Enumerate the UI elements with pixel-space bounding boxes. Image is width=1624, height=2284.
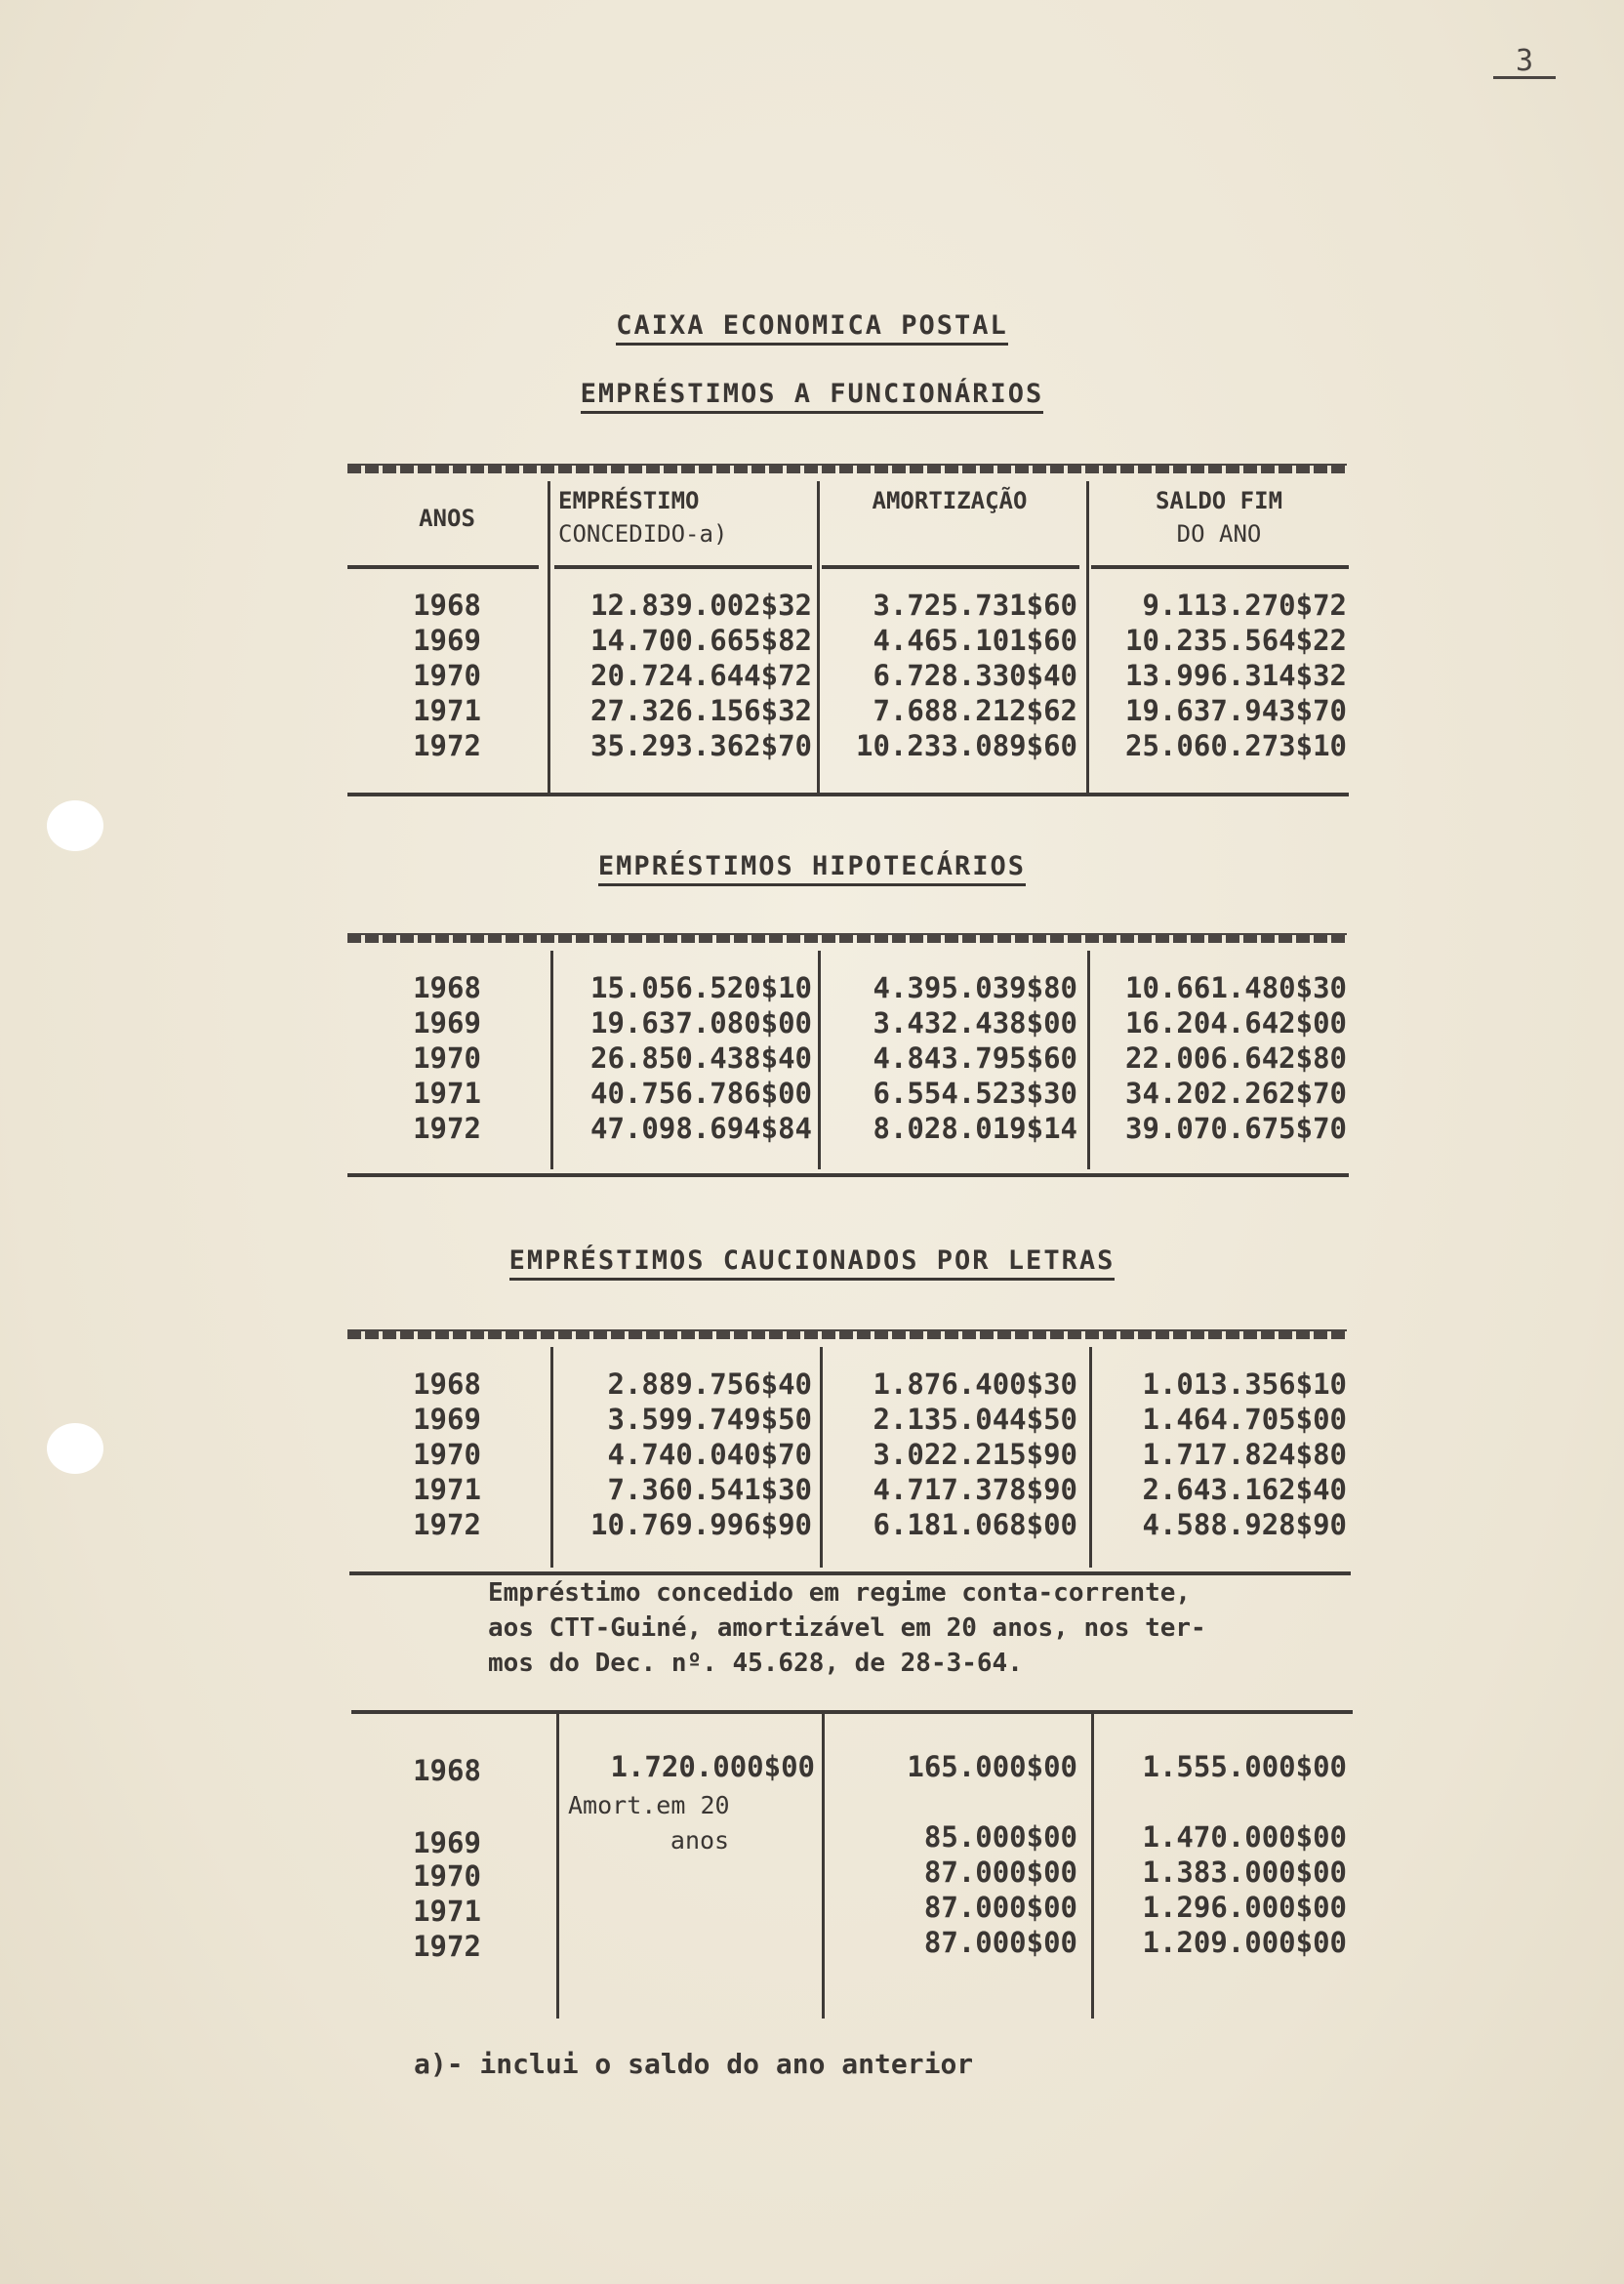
document-title: CAIXA ECONOMICA POSTAL [0, 310, 1624, 341]
column-divider [1087, 951, 1090, 1169]
column-divider [550, 951, 553, 1169]
table-cell-amortizacao: 4.717.378$90 [873, 1473, 1077, 1506]
table-cell-saldo: 1.383.000$00 [1142, 1856, 1347, 1889]
table-cell-saldo: 22.006.642$80 [1125, 1041, 1347, 1075]
table-cell-saldo: 1.296.000$00 [1142, 1891, 1347, 1924]
column-divider [556, 1714, 559, 2019]
header-do-ano: DO ANO [1176, 520, 1262, 548]
table-cell-emprestimo: 14.700.665$82 [590, 624, 812, 657]
table-cell-emprestimo: 12.839.002$32 [590, 589, 812, 622]
table-cell-amortizacao: 4.843.795$60 [873, 1041, 1077, 1075]
note-line: Empréstimo concedido em regime conta-corrente, [488, 1578, 1192, 1608]
table-cell-emprestimo: 35.293.362$70 [590, 729, 812, 762]
table-cell-saldo: 1.464.705$00 [1142, 1403, 1347, 1436]
table-cell-amortizacao: 8.028.019$14 [873, 1112, 1077, 1145]
table-cell-emprestimo: 20.724.644$72 [590, 659, 812, 692]
table-cell-year: 1971 [413, 1473, 481, 1506]
header-emprestimo: EMPRÉSTIMO [558, 487, 700, 514]
dashed-rule [347, 933, 1347, 943]
table-cell-amortizacao: 3.725.731$60 [873, 589, 1077, 622]
column-divider [550, 1347, 553, 1568]
table-top-rule [351, 1710, 1353, 1714]
table-cell-year: 1968 [413, 1754, 481, 1787]
table-cell-emprestimo: 4.740.040$70 [607, 1438, 812, 1471]
header-rule [822, 565, 1079, 569]
table-cell-emprestimo: 7.360.541$30 [607, 1473, 812, 1506]
table-cell-amortizacao: 165.000$00 [907, 1750, 1077, 1783]
table-cell-year: 1969 [413, 1006, 481, 1040]
table-cell-amortizacao: 3.022.215$90 [873, 1438, 1077, 1471]
amortization-note: anos [670, 1826, 730, 1855]
table-cell-amortizacao: 85.000$00 [923, 1820, 1077, 1854]
table-cell-amortizacao: 3.432.438$00 [873, 1006, 1077, 1040]
table-cell-saldo: 16.204.642$00 [1125, 1006, 1347, 1040]
table-cell-saldo: 4.588.928$90 [1142, 1508, 1347, 1541]
table-cell-year: 1972 [413, 1508, 481, 1541]
table-cell-year: 1971 [413, 1077, 481, 1110]
header-anos: ANOS [419, 505, 475, 532]
table-cell-year: 1970 [413, 659, 481, 692]
table-cell-amortizacao: 87.000$00 [923, 1891, 1077, 1924]
table-cell-saldo: 25.060.273$10 [1125, 729, 1347, 762]
table-cell-amortizacao: 2.135.044$50 [873, 1403, 1077, 1436]
amortization-note: Amort.em 20 [568, 1791, 730, 1819]
table-cell-saldo: 9.113.270$72 [1142, 589, 1347, 622]
header-amortizacao: AMORTIZAÇÃO [872, 487, 1028, 514]
dashed-rule [347, 464, 1347, 473]
table-cell-amortizacao: 4.395.039$80 [873, 971, 1077, 1004]
table-cell-saldo: 13.996.314$32 [1125, 659, 1347, 692]
table-cell-year: 1969 [413, 624, 481, 657]
table-cell-year: 1972 [413, 729, 481, 762]
section-title-hipotecarios: EMPRÉSTIMOS HIPOTECÁRIOS [0, 851, 1624, 881]
table-cell-amortizacao: 7.688.212$62 [873, 694, 1077, 727]
table-cell-emprestimo: 15.056.520$10 [590, 971, 812, 1004]
table-cell-saldo: 10.235.564$22 [1125, 624, 1347, 657]
table-cell-amortizacao: 87.000$00 [923, 1926, 1077, 1959]
punch-hole [47, 800, 103, 851]
table-cell-year: 1972 [413, 1930, 481, 1963]
table-cell-emprestimo: 40.756.786$00 [590, 1077, 812, 1110]
table-cell-year: 1970 [413, 1859, 481, 1893]
dashed-rule [347, 1329, 1347, 1339]
table-cell-amortizacao: 4.465.101$60 [873, 624, 1077, 657]
table-cell-year: 1972 [413, 1112, 481, 1145]
table-cell-saldo: 2.643.162$40 [1142, 1473, 1347, 1506]
table-cell-emprestimo: 26.850.438$40 [590, 1041, 812, 1075]
note-line: aos CTT-Guiné, amortizável em 20 anos, nos ter- [488, 1613, 1206, 1643]
table-bottom-rule [347, 1173, 1349, 1177]
table-cell-year: 1968 [413, 589, 481, 622]
table-cell-year: 1971 [413, 694, 481, 727]
table-cell-amortizacao: 6.181.068$00 [873, 1508, 1077, 1541]
table-cell-amortizacao: 1.876.400$30 [873, 1367, 1077, 1401]
table-cell-saldo: 1.013.356$10 [1142, 1367, 1347, 1401]
table-cell-saldo: 1.555.000$00 [1142, 1750, 1347, 1783]
header-rule [347, 565, 539, 569]
header-rule [1091, 565, 1349, 569]
table-cell-amortizacao: 6.728.330$40 [873, 659, 1077, 692]
table-cell-emprestimo: 10.769.996$90 [590, 1508, 812, 1541]
table-cell-saldo: 19.637.943$70 [1125, 694, 1347, 727]
header-saldo: SALDO FIM [1155, 487, 1283, 514]
footnote: a)- inclui o saldo do ano anterior [414, 2048, 974, 2080]
section-title-caucionados: EMPRÉSTIMOS CAUCIONADOS POR LETRAS [0, 1245, 1624, 1276]
page-number: 3 [1493, 47, 1556, 79]
table-cell-year: 1971 [413, 1895, 481, 1928]
table-cell-saldo: 39.070.675$70 [1125, 1112, 1347, 1145]
column-divider [548, 481, 550, 795]
table-cell-saldo: 1.209.000$00 [1142, 1926, 1347, 1959]
table-cell-emprestimo: 2.889.756$40 [607, 1367, 812, 1401]
table-cell-year: 1968 [413, 1367, 481, 1401]
table-cell-saldo: 1.717.824$80 [1142, 1438, 1347, 1471]
table-cell-emprestimo: 1.720.000$00 [610, 1750, 815, 1783]
table-cell-year: 1970 [413, 1438, 481, 1471]
table-cell-amortizacao: 87.000$00 [923, 1856, 1077, 1889]
table-cell-emprestimo: 3.599.749$50 [607, 1403, 812, 1436]
table-cell-year: 1968 [413, 971, 481, 1004]
table-cell-year: 1969 [413, 1826, 481, 1859]
column-divider [1086, 481, 1089, 795]
table-cell-emprestimo: 19.637.080$00 [590, 1006, 812, 1040]
table-cell-saldo: 10.661.480$30 [1125, 971, 1347, 1004]
table-cell-saldo: 1.470.000$00 [1142, 1820, 1347, 1854]
header-rule [554, 565, 812, 569]
table-cell-emprestimo: 27.326.156$32 [590, 694, 812, 727]
table-cell-amortizacao: 10.233.089$60 [856, 729, 1077, 762]
table-cell-year: 1970 [413, 1041, 481, 1075]
section-title-funcionarios: EMPRÉSTIMOS A FUNCIONÁRIOS [0, 379, 1624, 409]
column-divider [817, 481, 820, 795]
loan-note [488, 1575, 1206, 1681]
punch-hole [47, 1423, 103, 1474]
table-cell-saldo: 34.202.262$70 [1125, 1077, 1347, 1110]
table-bottom-rule [347, 793, 1349, 796]
header-concedido: CONCEDIDO-a) [558, 520, 728, 548]
note-line: mos do Dec. nº. 45.628, de 28-3-64. [488, 1649, 1023, 1678]
column-divider [818, 951, 821, 1169]
table-cell-year: 1969 [413, 1403, 481, 1436]
table-cell-amortizacao: 6.554.523$30 [873, 1077, 1077, 1110]
table-cell-emprestimo: 47.098.694$84 [590, 1112, 812, 1145]
